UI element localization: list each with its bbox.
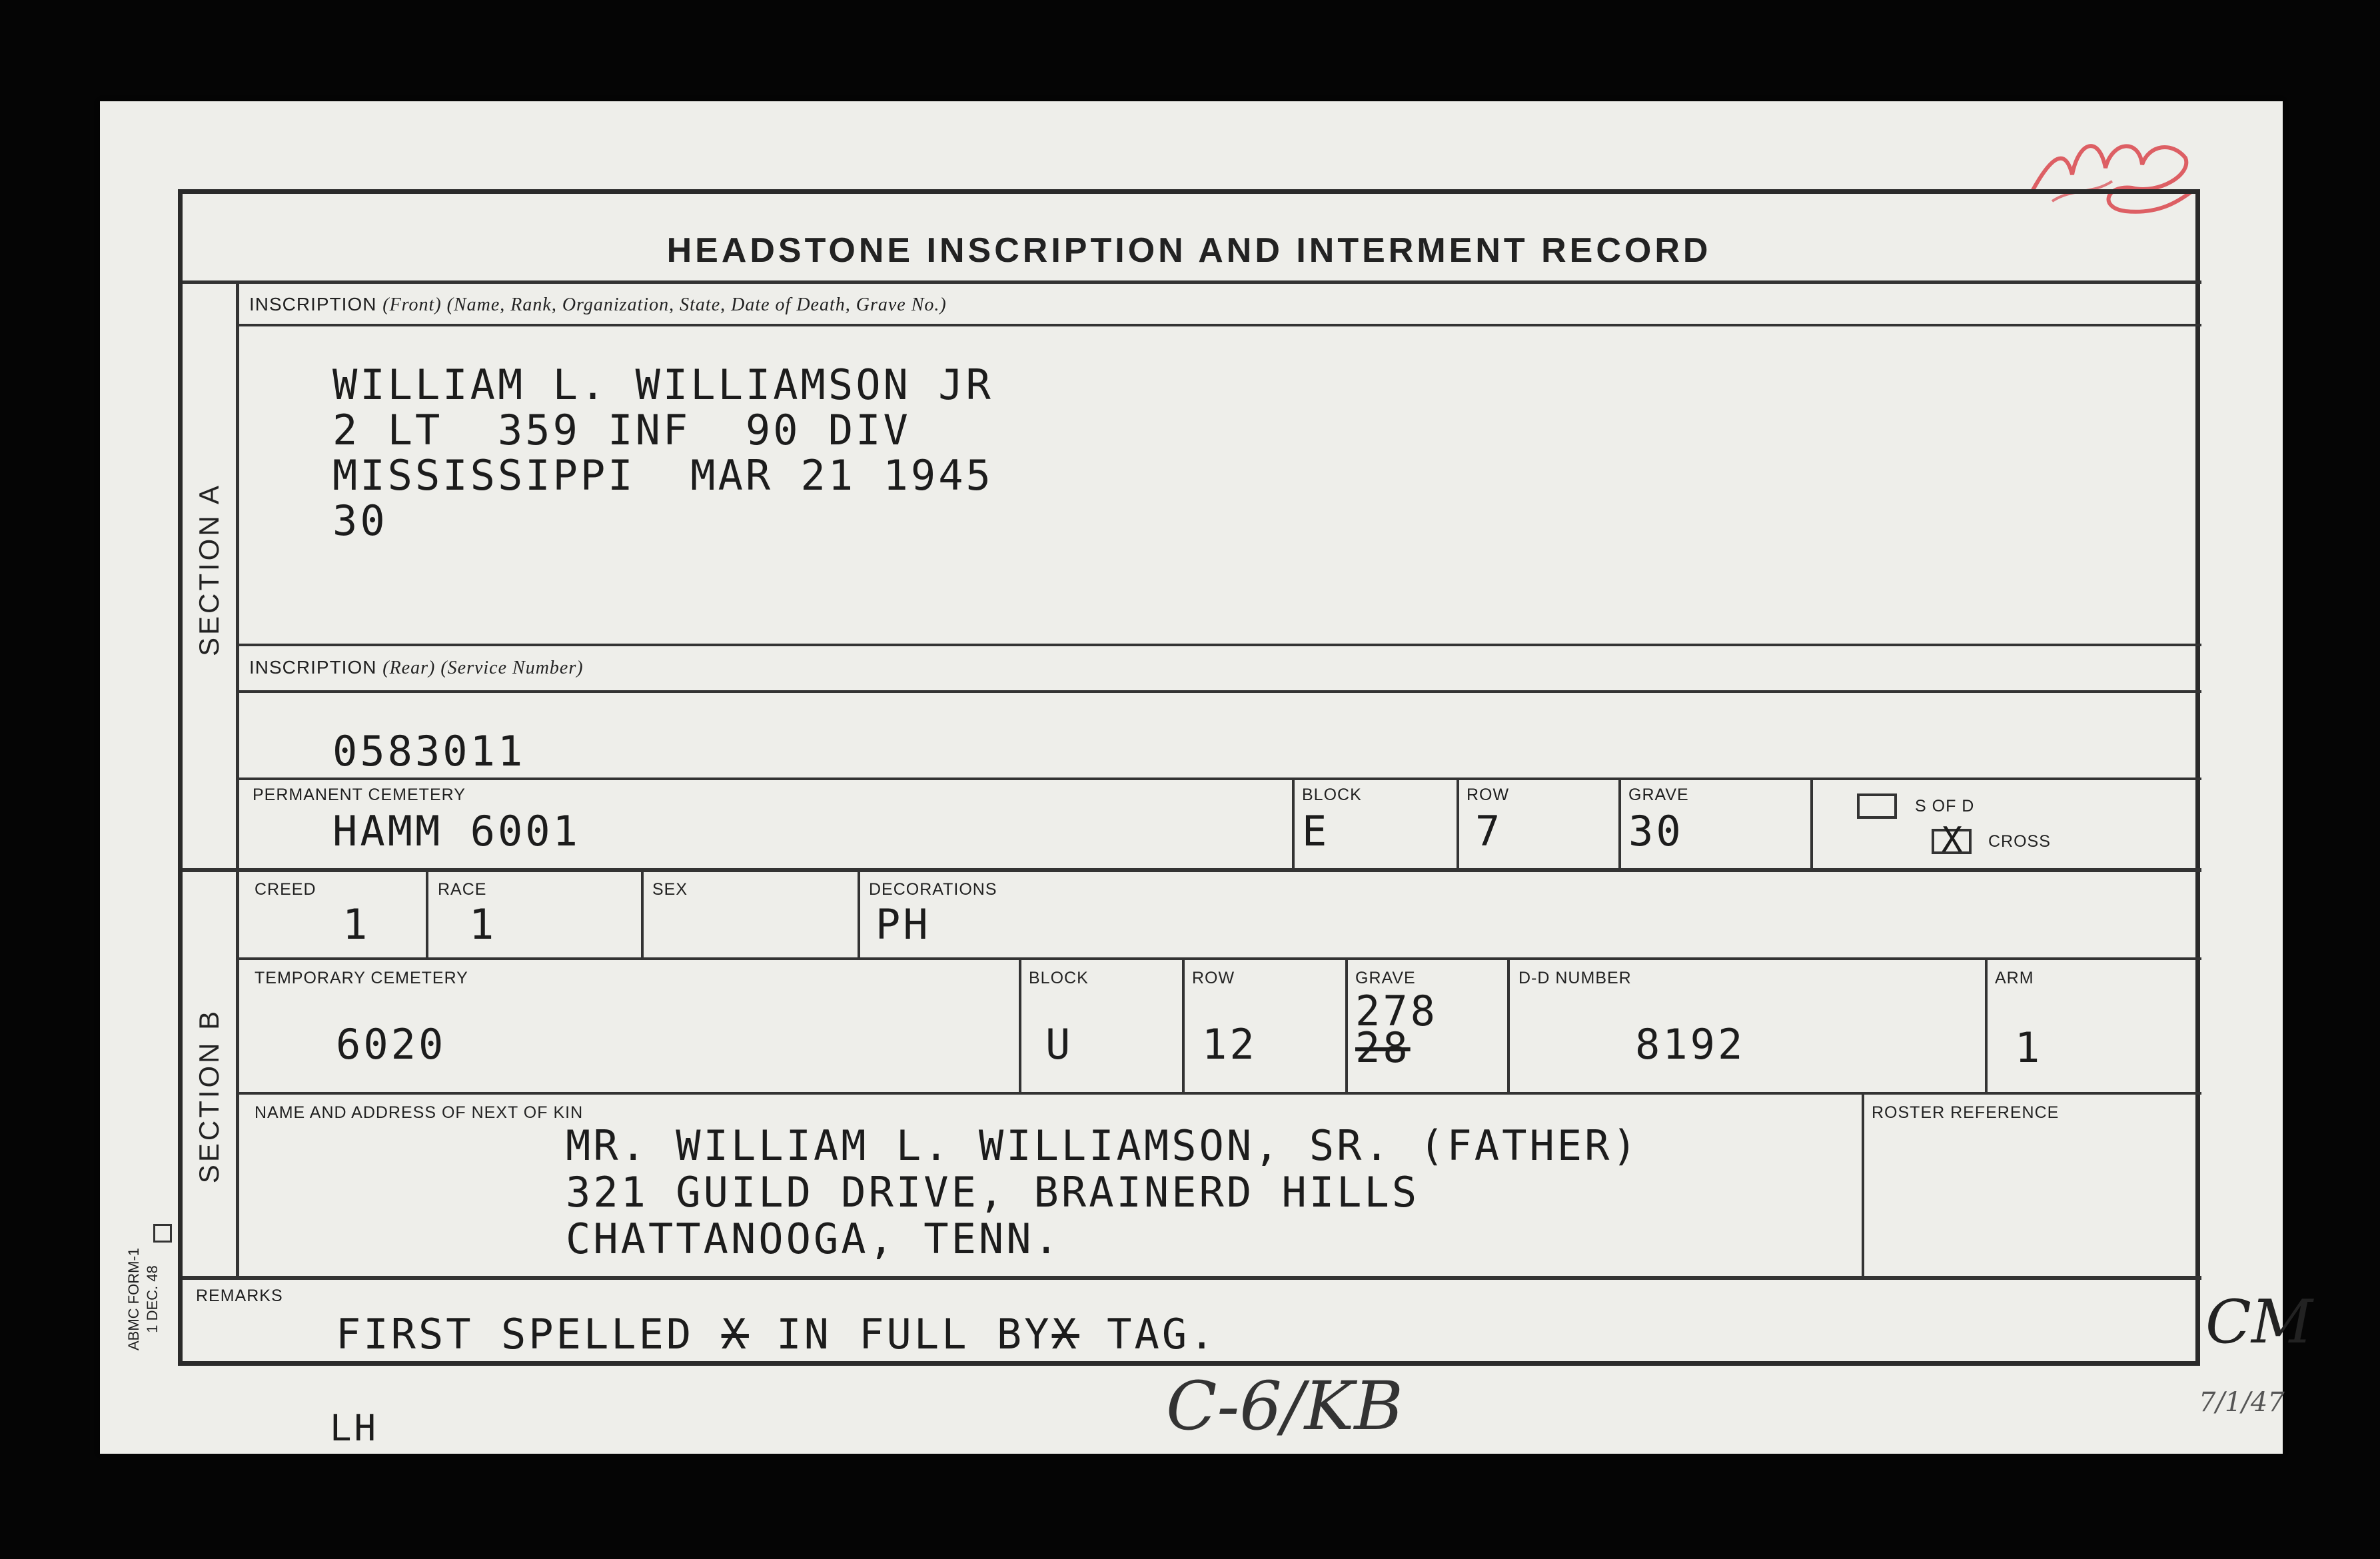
temporary-row-top-line [236,957,2201,960]
record-form [178,189,2200,1366]
form-id-number: ABMC FORM-1 [125,1248,142,1350]
creed-value: 1 [342,900,370,949]
temporary-grave-value-new: 278 [1355,987,1438,1035]
remarks-value: FIRST SPELLED X IN FULL BYX TAG. [336,1310,1217,1358]
section-b-top-line [183,868,2201,872]
cross-label: CROSS [1988,832,2051,851]
temporary-row-label: ROW [1192,969,1235,987]
permanent-grave-divider [1618,778,1621,870]
section-b-label: SECTION B [193,1008,225,1184]
inscription-front-label: INSCRIPTION (Front) (Name, Rank, Organization, State, Date of Death, Grave No.) [249,294,947,315]
temporary-grave-divider [1345,957,1348,1094]
sex-divider [641,868,644,959]
handwritten-annotation-right: CM [2205,1287,2313,1357]
decorations-value: PH [876,900,931,949]
dd-number-label: D-D NUMBER [1518,969,1632,987]
remarks-top-line [183,1276,2201,1280]
permanent-block-value: E [1302,807,1330,855]
form-title: HEADSTONE INSCRIPTION AND INTERMENT RECORD [666,231,1712,270]
permanent-cemetery-label: PERMANENT CEMETERY [253,785,466,804]
arm-divider [1985,957,1988,1094]
inscription-front-line-2: 2 LT 359 INF 90 DIV [332,406,911,454]
section-a-label: SECTION A [193,482,225,657]
inscription-front-line-1: WILLIAM L. WILLIAMSON JR [332,360,993,409]
section-b-divider [236,868,239,1278]
form-id-date: 1 DEC. 48 [144,1265,161,1333]
remarks-label: REMARKS [196,1287,283,1305]
inscription-rear-top-line [236,644,2201,646]
temporary-cemetery-label: TEMPORARY CEMETERY [255,969,468,987]
permanent-row-value: 7 [1475,807,1503,855]
decorations-divider [858,868,860,959]
remarks-strike-2: X [1051,1310,1079,1358]
inscription-rear-header-line [236,690,2201,693]
roster-divider [1862,1092,1864,1279]
temporary-block-value: U [1045,1020,1073,1069]
service-number-value: 0583011 [332,727,526,776]
next-of-kin-top-line [236,1092,2201,1095]
temporary-block-divider [1019,957,1021,1094]
permanent-row-top-line [236,778,2201,780]
handwritten-annotation-center: C-6/KB [1166,1367,1403,1445]
dd-number-divider [1507,957,1510,1094]
arm-label: ARM [1995,969,2034,987]
next-of-kin-line-1: MR. WILLIAM L. WILLIAMSON, SR. (FATHER) [566,1121,1640,1170]
permanent-row-divider [1457,778,1459,870]
temporary-grave-value-old: 28 [1355,1023,1411,1072]
record-card [100,101,2313,1454]
temporary-row-divider [1182,957,1185,1094]
temporary-block-label: BLOCK [1029,969,1089,987]
permanent-cemetery-value: HAMM 6001 [332,807,580,855]
remarks-strike-1: X [721,1310,749,1358]
temporary-cemetery-value: 6020 [336,1020,446,1069]
section-a-divider [236,280,239,870]
creed-label: CREED [255,880,316,899]
roster-reference-label: ROSTER REFERENCE [1872,1103,2060,1122]
permanent-block-divider [1292,778,1295,870]
s-of-d-checkbox[interactable] [1857,793,1897,819]
next-of-kin-label: NAME AND ADDRESS OF NEXT OF KIN [255,1103,584,1122]
temporary-grave-label: GRAVE [1355,969,1416,987]
initials-bottom: LH [330,1407,379,1449]
permanent-block-label: BLOCK [1302,785,1362,804]
title-divider [183,280,2201,284]
arm-value: 1 [2015,1023,2043,1072]
inscription-rear-label: INSCRIPTION (Rear) (Service Number) [249,657,584,678]
permanent-row-label: ROW [1467,785,1510,804]
form-corner-checkbox[interactable] [153,1224,172,1243]
permanent-grave-value: 30 [1628,807,1684,855]
next-of-kin-line-3: CHATTANOOGA, TENN. [566,1215,1061,1263]
permanent-grave-label: GRAVE [1628,785,1689,804]
inscription-front-line-4: 30 [332,496,388,545]
next-of-kin-line-2: 321 GUILD DRIVE, BRAINERD HILLS [566,1168,1420,1217]
cross-check-mark: X [1942,820,1966,860]
inscription-front-header-line [236,324,2201,326]
dd-number-value: 8192 [1635,1020,1746,1069]
sex-label: SEX [652,880,688,899]
race-value: 1 [469,900,497,949]
s-of-d-label: S OF D [1915,797,1975,815]
handwritten-date-right: 7/1/47 [2199,1387,2285,1418]
inscription-front-line-3: MISSISSIPPI MAR 21 1945 [332,451,993,500]
marker-type-divider [1810,778,1813,870]
decorations-label: DECORATIONS [869,880,997,899]
temporary-row-value: 12 [1202,1020,1257,1069]
race-divider [426,868,428,959]
race-label: RACE [438,880,487,899]
